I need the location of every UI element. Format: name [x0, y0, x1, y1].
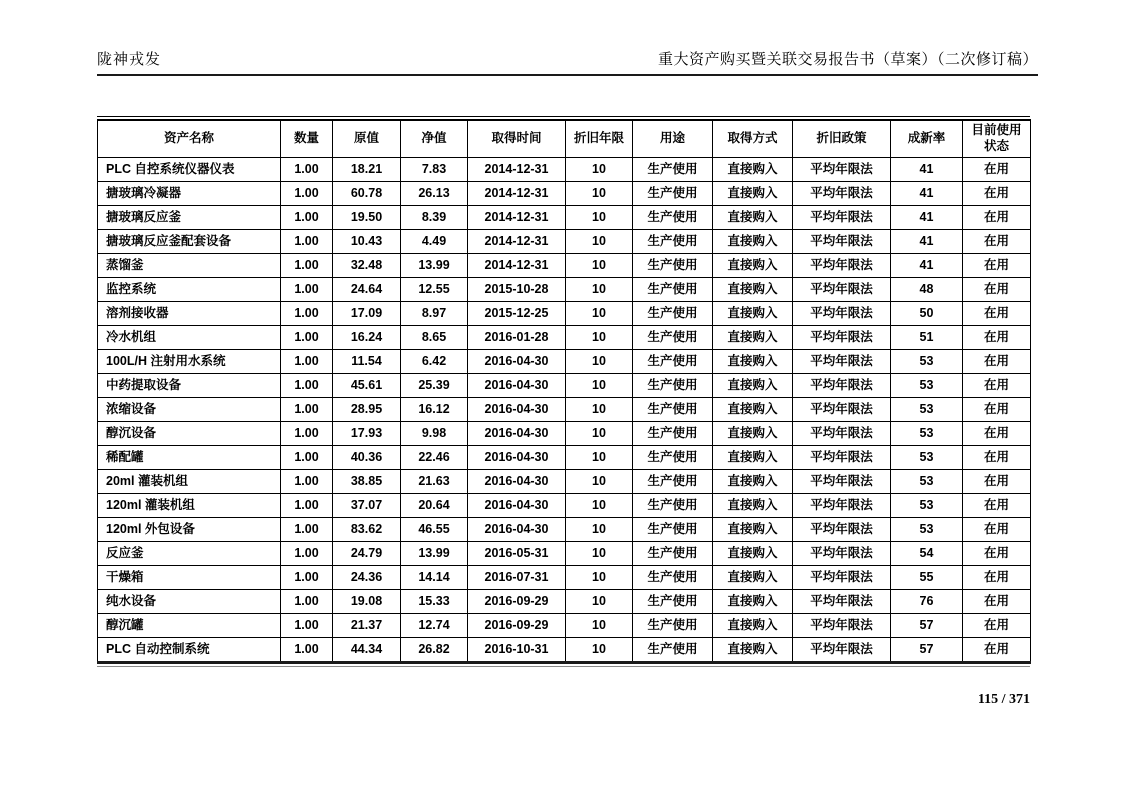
table-cell: 生产使用 [633, 326, 713, 350]
table-cell: 在用 [963, 566, 1031, 590]
table-cell: 直接购入 [713, 230, 793, 254]
table-cell: 生产使用 [633, 518, 713, 542]
table-cell: 1.00 [281, 302, 333, 326]
table-cell: 在用 [963, 614, 1031, 638]
table-cell: 20.64 [401, 494, 468, 518]
table-cell: 生产使用 [633, 542, 713, 566]
table-row [98, 206, 1031, 230]
table-cell: 19.08 [333, 590, 401, 614]
table-cell: 10 [566, 614, 633, 638]
table-cell: 38.85 [333, 470, 401, 494]
table-cell: 15.33 [401, 590, 468, 614]
asset-name-cell: 浓缩设备 [98, 398, 281, 422]
table-cell: 直接购入 [713, 422, 793, 446]
table-cell: 2014-12-31 [468, 254, 566, 278]
table-row [98, 350, 1031, 374]
asset-name-cell: 醇沉设备 [98, 422, 281, 446]
table-cell: 10 [566, 566, 633, 590]
table-row [98, 302, 1031, 326]
table-cell: 1.00 [281, 326, 333, 350]
column-header: 取得时间 [468, 120, 566, 158]
table-cell: 在用 [963, 254, 1031, 278]
table-cell: 50 [891, 302, 963, 326]
table-cell: 2016-01-28 [468, 326, 566, 350]
table-cell: 生产使用 [633, 278, 713, 302]
table-row [98, 374, 1031, 398]
table-cell: 83.62 [333, 518, 401, 542]
table-cell: 10 [566, 182, 633, 206]
table-cell: 在用 [963, 590, 1031, 614]
header-company-name: 陇神戎发 [97, 52, 162, 68]
table-cell: 53 [891, 446, 963, 470]
table-head [98, 120, 1031, 158]
table-cell: 1.00 [281, 542, 333, 566]
table-cell: 10.43 [333, 230, 401, 254]
table-row [98, 446, 1031, 470]
table-cell: 41 [891, 206, 963, 230]
table-cell: 直接购入 [713, 566, 793, 590]
table-cell: 10 [566, 326, 633, 350]
table-cell: 1.00 [281, 278, 333, 302]
table-cell: 32.48 [333, 254, 401, 278]
table-cell: 在用 [963, 542, 1031, 566]
column-header: 原值 [333, 120, 401, 158]
table-row [98, 158, 1031, 182]
table-cell: 平均年限法 [793, 278, 891, 302]
table-cell: 10 [566, 278, 633, 302]
asset-name-cell: 120ml 外包设备 [98, 518, 281, 542]
table-cell: 直接购入 [713, 470, 793, 494]
table-cell: 直接购入 [713, 614, 793, 638]
table-cell: 10 [566, 446, 633, 470]
table-cell: 生产使用 [633, 446, 713, 470]
table-row [98, 230, 1031, 254]
table-cell: 在用 [963, 374, 1031, 398]
table-cell: 53 [891, 518, 963, 542]
table-cell: 41 [891, 158, 963, 182]
table-cell: 直接购入 [713, 158, 793, 182]
asset-name-cell: 醇沉罐 [98, 614, 281, 638]
table-cell: 1.00 [281, 182, 333, 206]
table-cell: 8.65 [401, 326, 468, 350]
table-cell: 直接购入 [713, 206, 793, 230]
asset-name-cell: 100L/H 注射用水系统 [98, 350, 281, 374]
table-cell: 在用 [963, 422, 1031, 446]
table-cell: 平均年限法 [793, 398, 891, 422]
table-cell: 26.13 [401, 182, 468, 206]
table-cell: 2016-09-29 [468, 590, 566, 614]
table-cell: 2014-12-31 [468, 158, 566, 182]
table-cell: 41 [891, 182, 963, 206]
table-cell: 生产使用 [633, 590, 713, 614]
table-cell: 48 [891, 278, 963, 302]
table-cell: 55 [891, 566, 963, 590]
table-cell: 2014-12-31 [468, 182, 566, 206]
table-cell: 41 [891, 254, 963, 278]
asset-name-cell: 搪玻璃冷凝器 [98, 182, 281, 206]
table-cell: 6.42 [401, 350, 468, 374]
table-cell: 生产使用 [633, 566, 713, 590]
table-cell: 生产使用 [633, 422, 713, 446]
table-cell: 直接购入 [713, 374, 793, 398]
table-cell: 直接购入 [713, 446, 793, 470]
table-cell: 平均年限法 [793, 494, 891, 518]
table-cell: 2016-04-30 [468, 398, 566, 422]
table-cell: 76 [891, 590, 963, 614]
table-cell: 22.46 [401, 446, 468, 470]
table-cell: 在用 [963, 230, 1031, 254]
asset-name-cell: 冷水机组 [98, 326, 281, 350]
table-cell: 41 [891, 230, 963, 254]
table-cell: 46.55 [401, 518, 468, 542]
table-cell: 生产使用 [633, 470, 713, 494]
asset-name-cell: 纯水设备 [98, 590, 281, 614]
table-cell: 1.00 [281, 566, 333, 590]
asset-name-cell: 溶剂接收器 [98, 302, 281, 326]
table-cell: 直接购入 [713, 254, 793, 278]
table-cell: 在用 [963, 158, 1031, 182]
table-cell: 生产使用 [633, 206, 713, 230]
table-row [98, 254, 1031, 278]
asset-name-cell: 搪玻璃反应釜 [98, 206, 281, 230]
table-cell: 2016-04-30 [468, 494, 566, 518]
table-cell: 10 [566, 254, 633, 278]
table-cell: 1.00 [281, 350, 333, 374]
table-row [98, 542, 1031, 566]
table-cell: 1.00 [281, 206, 333, 230]
table-cell: 10 [566, 302, 633, 326]
table-cell: 平均年限法 [793, 638, 891, 663]
table-cell: 2016-07-31 [468, 566, 566, 590]
table-cell: 26.82 [401, 638, 468, 663]
table-cell: 57 [891, 638, 963, 663]
table-cell: 54 [891, 542, 963, 566]
table-cell: 2015-10-28 [468, 278, 566, 302]
table-cell: 37.07 [333, 494, 401, 518]
table-cell: 10 [566, 590, 633, 614]
table-cell: 平均年限法 [793, 422, 891, 446]
table-cell: 在用 [963, 326, 1031, 350]
table-cell: 10 [566, 158, 633, 182]
table-cell: 直接购入 [713, 326, 793, 350]
table-cell: 直接购入 [713, 494, 793, 518]
column-header: 净值 [401, 120, 468, 158]
table-cell: 在用 [963, 494, 1031, 518]
table-cell: 在用 [963, 278, 1031, 302]
table-cell: 53 [891, 374, 963, 398]
table-cell: 53 [891, 398, 963, 422]
table-cell: 平均年限法 [793, 518, 891, 542]
table-cell: 在用 [963, 470, 1031, 494]
table-cell: 12.55 [401, 278, 468, 302]
table-cell: 25.39 [401, 374, 468, 398]
table-cell: 10 [566, 470, 633, 494]
table-cell: 生产使用 [633, 350, 713, 374]
header-row [98, 120, 1031, 158]
column-header: 用途 [633, 120, 713, 158]
table-cell: 平均年限法 [793, 302, 891, 326]
asset-name-cell: 蒸馏釜 [98, 254, 281, 278]
table-cell: 16.24 [333, 326, 401, 350]
table-cell: 19.50 [333, 206, 401, 230]
column-header: 目前使用状态 [963, 120, 1031, 158]
table-cell: 1.00 [281, 446, 333, 470]
asset-name-cell: PLC 自控系统仪器仪表 [98, 158, 281, 182]
table-cell: 2016-10-31 [468, 638, 566, 663]
column-header: 数量 [281, 120, 333, 158]
table-cell: 生产使用 [633, 254, 713, 278]
table-row [98, 326, 1031, 350]
table-cell: 平均年限法 [793, 470, 891, 494]
table-cell: 平均年限法 [793, 590, 891, 614]
table-body [98, 158, 1031, 663]
table-cell: 在用 [963, 446, 1031, 470]
table-cell: 1.00 [281, 422, 333, 446]
table-cell: 2016-04-30 [468, 422, 566, 446]
table-cell: 平均年限法 [793, 206, 891, 230]
asset-name-cell: PLC 自动控制系统 [98, 638, 281, 663]
table-cell: 在用 [963, 302, 1031, 326]
table-cell: 53 [891, 350, 963, 374]
table-cell: 在用 [963, 206, 1031, 230]
table-cell: 1.00 [281, 590, 333, 614]
table-cell: 生产使用 [633, 302, 713, 326]
asset-table-container [97, 116, 1030, 667]
table-cell: 57 [891, 614, 963, 638]
table-cell: 21.63 [401, 470, 468, 494]
table-cell: 60.78 [333, 182, 401, 206]
table-cell: 在用 [963, 350, 1031, 374]
table-cell: 直接购入 [713, 350, 793, 374]
table-cell: 2016-09-29 [468, 614, 566, 638]
table-cell: 平均年限法 [793, 254, 891, 278]
asset-name-cell: 20ml 灌装机组 [98, 470, 281, 494]
table-cell: 1.00 [281, 158, 333, 182]
table-cell: 平均年限法 [793, 182, 891, 206]
table-cell: 8.97 [401, 302, 468, 326]
table-cell: 24.79 [333, 542, 401, 566]
table-cell: 生产使用 [633, 638, 713, 663]
table-cell: 生产使用 [633, 494, 713, 518]
column-header: 成新率 [891, 120, 963, 158]
document-header [97, 48, 1038, 76]
table-cell: 直接购入 [713, 182, 793, 206]
table-cell: 在用 [963, 182, 1031, 206]
table-cell: 直接购入 [713, 590, 793, 614]
table-cell: 平均年限法 [793, 614, 891, 638]
table-row [98, 470, 1031, 494]
table-row [98, 614, 1031, 638]
table-cell: 1.00 [281, 638, 333, 663]
table-cell: 1.00 [281, 614, 333, 638]
table-cell: 51 [891, 326, 963, 350]
table-cell: 2016-04-30 [468, 446, 566, 470]
table-cell: 平均年限法 [793, 374, 891, 398]
table-cell: 1.00 [281, 470, 333, 494]
table-row [98, 278, 1031, 302]
table-cell: 直接购入 [713, 638, 793, 663]
table-cell: 2016-04-30 [468, 470, 566, 494]
table-cell: 2016-04-30 [468, 374, 566, 398]
table-row [98, 398, 1031, 422]
table-cell: 14.14 [401, 566, 468, 590]
table-cell: 生产使用 [633, 182, 713, 206]
table-cell: 2016-05-31 [468, 542, 566, 566]
table-row [98, 422, 1031, 446]
table-cell: 平均年限法 [793, 230, 891, 254]
table-cell: 17.09 [333, 302, 401, 326]
table-cell: 在用 [963, 398, 1031, 422]
table-cell: 24.64 [333, 278, 401, 302]
column-header: 折旧年限 [566, 120, 633, 158]
asset-name-cell: 120ml 灌装机组 [98, 494, 281, 518]
table-cell: 1.00 [281, 518, 333, 542]
table-cell: 21.37 [333, 614, 401, 638]
table-cell: 1.00 [281, 398, 333, 422]
table-row [98, 518, 1031, 542]
table-cell: 平均年限法 [793, 350, 891, 374]
table-cell: 10 [566, 518, 633, 542]
table-cell: 10 [566, 542, 633, 566]
table-cell: 1.00 [281, 374, 333, 398]
table-cell: 10 [566, 422, 633, 446]
asset-name-cell: 稀配罐 [98, 446, 281, 470]
table-row [98, 182, 1031, 206]
table-cell: 生产使用 [633, 398, 713, 422]
table-cell: 53 [891, 470, 963, 494]
table-cell: 2016-04-30 [468, 518, 566, 542]
table-cell: 直接购入 [713, 518, 793, 542]
asset-name-cell: 监控系统 [98, 278, 281, 302]
table-cell: 11.54 [333, 350, 401, 374]
table-cell: 40.36 [333, 446, 401, 470]
table-cell: 平均年限法 [793, 326, 891, 350]
table-cell: 28.95 [333, 398, 401, 422]
table-row [98, 566, 1031, 590]
asset-name-cell: 反应釜 [98, 542, 281, 566]
column-header: 资产名称 [98, 120, 281, 158]
table-cell: 生产使用 [633, 158, 713, 182]
table-cell: 1.00 [281, 494, 333, 518]
table-cell: 10 [566, 398, 633, 422]
table-cell: 1.00 [281, 254, 333, 278]
page-number: 115 / 371 [977, 692, 1030, 707]
table-cell: 2016-04-30 [468, 350, 566, 374]
column-header: 取得方式 [713, 120, 793, 158]
table-cell: 在用 [963, 638, 1031, 663]
table-cell: 7.83 [401, 158, 468, 182]
table-cell: 平均年限法 [793, 542, 891, 566]
table-cell: 45.61 [333, 374, 401, 398]
table-cell: 18.21 [333, 158, 401, 182]
asset-name-cell: 干燥箱 [98, 566, 281, 590]
table-cell: 10 [566, 350, 633, 374]
asset-name-cell: 搪玻璃反应釜配套设备 [98, 230, 281, 254]
table-cell: 1.00 [281, 230, 333, 254]
table-cell: 10 [566, 206, 633, 230]
table-cell: 2014-12-31 [468, 206, 566, 230]
table-cell: 10 [566, 374, 633, 398]
table-row [98, 590, 1031, 614]
table-cell: 直接购入 [713, 302, 793, 326]
table-cell: 10 [566, 638, 633, 663]
table-row [98, 638, 1031, 663]
table-cell: 直接购入 [713, 278, 793, 302]
asset-table [97, 119, 1031, 664]
table-cell: 44.34 [333, 638, 401, 663]
table-cell: 24.36 [333, 566, 401, 590]
table-cell: 平均年限法 [793, 566, 891, 590]
table-cell: 4.49 [401, 230, 468, 254]
table-cell: 生产使用 [633, 374, 713, 398]
asset-name-cell: 中药提取设备 [98, 374, 281, 398]
column-header: 折旧政策 [793, 120, 891, 158]
table-cell: 直接购入 [713, 398, 793, 422]
table-cell: 2015-12-25 [468, 302, 566, 326]
table-cell: 16.12 [401, 398, 468, 422]
header-report-title: 重大资产购买暨关联交易报告书（草案）（二次修订稿） [657, 52, 1038, 68]
table-cell: 12.74 [401, 614, 468, 638]
table-cell: 2014-12-31 [468, 230, 566, 254]
table-cell: 10 [566, 230, 633, 254]
table-cell: 13.99 [401, 542, 468, 566]
table-cell: 平均年限法 [793, 158, 891, 182]
table-cell: 9.98 [401, 422, 468, 446]
table-cell: 10 [566, 494, 633, 518]
table-cell: 8.39 [401, 206, 468, 230]
table-cell: 生产使用 [633, 230, 713, 254]
table-cell: 生产使用 [633, 614, 713, 638]
table-cell: 直接购入 [713, 542, 793, 566]
table-cell: 在用 [963, 518, 1031, 542]
table-cell: 53 [891, 422, 963, 446]
table-cell: 平均年限法 [793, 446, 891, 470]
table-cell: 53 [891, 494, 963, 518]
table-cell: 13.99 [401, 254, 468, 278]
table-row [98, 494, 1031, 518]
table-cell: 17.93 [333, 422, 401, 446]
